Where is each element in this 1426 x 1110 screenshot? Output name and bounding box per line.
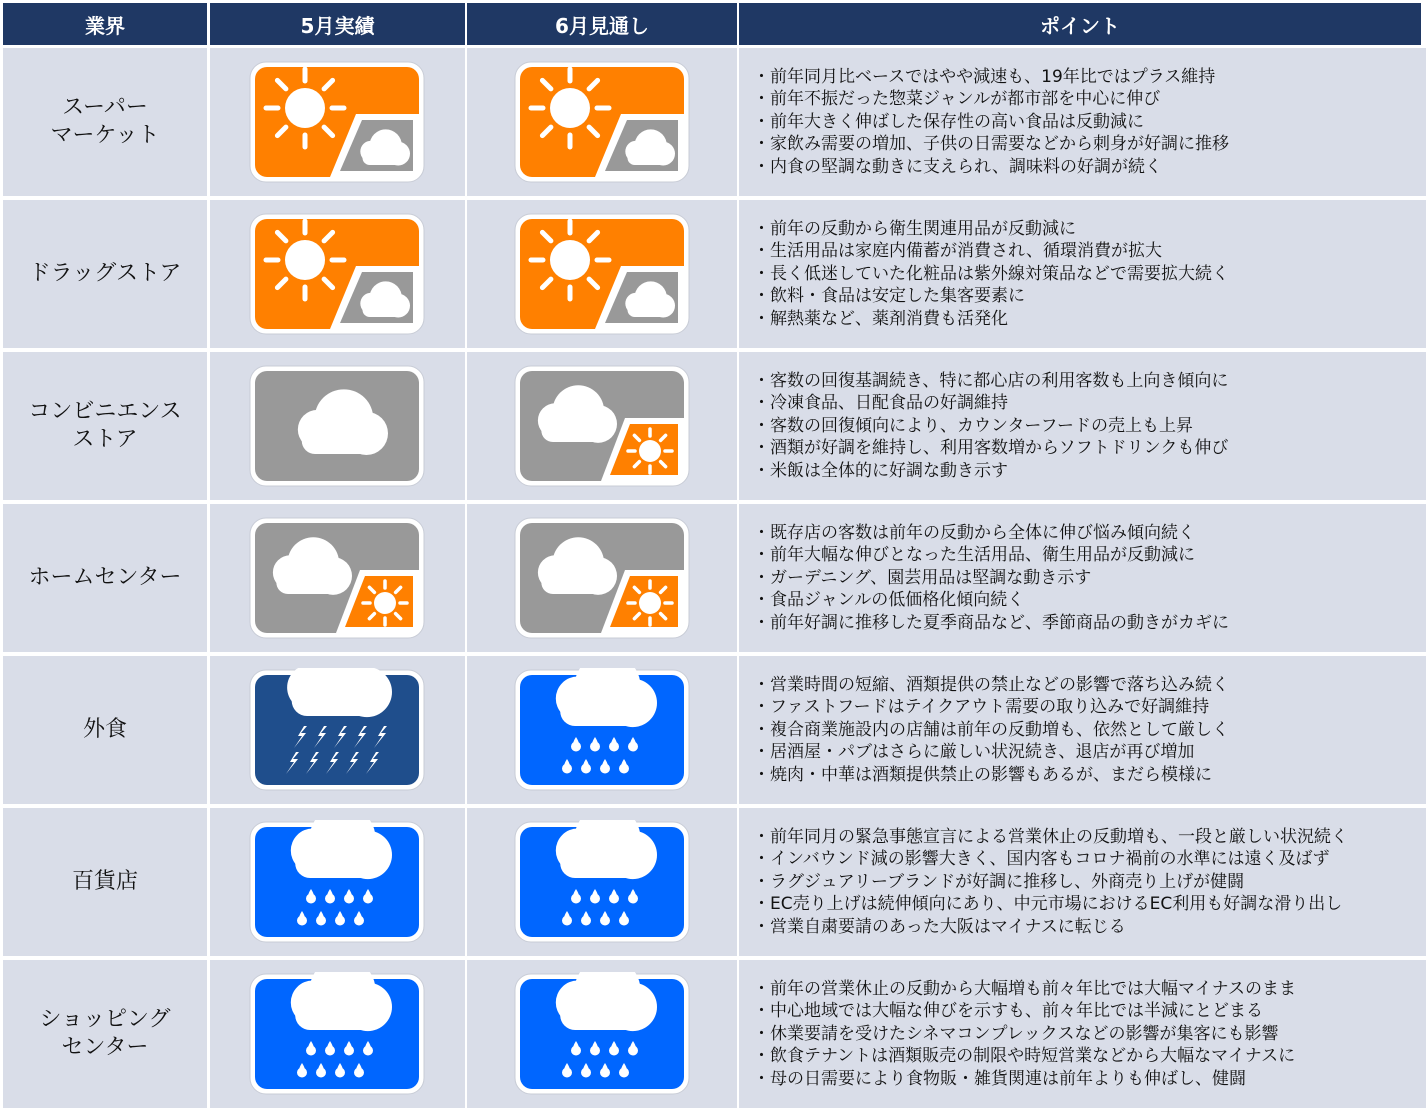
point-text: ・前年の反動から衛生関連用品が反動減に <box>753 218 1076 239</box>
point-text: ・生活用品は家庭内備蓄が消費され、循環消費が拡大 <box>753 241 1163 262</box>
point-text: ・解熱薬など、薬剤消費も活発化 <box>753 308 1008 329</box>
cloudy-then-sunny-icon <box>513 364 691 488</box>
header-may-actual: 5月実績 <box>210 3 465 45</box>
industry-name: コンビニエンス ストア <box>3 352 207 500</box>
table-header <box>3 3 1421 45</box>
point-text: ・食品ジャンルの低価格化傾向続く <box>753 590 1025 611</box>
may-actual-cell <box>210 960 465 1108</box>
points-cell <box>739 352 1426 500</box>
point-text: ・既存店の客数は前年の反動から全体に伸び悩み傾向続く <box>753 522 1195 543</box>
cloudy-icon <box>248 364 426 488</box>
rain-icon <box>513 972 691 1096</box>
point-text: ・ガーデニング、園芸用品は堅調な動き示す <box>753 567 1092 588</box>
june-outlook-cell <box>467 504 737 652</box>
june-outlook-cell <box>467 808 737 956</box>
industry-name: 外食 <box>3 656 207 804</box>
point-text: ・インバウンド減の影響大きく、国内客もコロナ禍前の水準には遠く及ばず <box>753 849 1330 870</box>
point-text: ・前年大幅な伸びとなった生活用品、衛生用品が反動減に <box>753 545 1195 566</box>
point-text: ・米飯は全体的に好調な動き示す <box>753 460 1008 481</box>
point-text: ・飲食テナントは酒類販売の制限や時短営業などから大幅なマイナスに <box>753 1046 1296 1067</box>
point-text: ・内食の堅調な動きに支えられ、調味料の好調が続く <box>753 156 1163 177</box>
points-cell <box>739 48 1426 196</box>
point-text: ・ラグジュアリーブランドが好調に推移し、外商売り上げが健闘 <box>753 871 1245 892</box>
industry-name: ショッピング センター <box>3 960 207 1108</box>
table-row <box>3 48 1421 196</box>
point-text: ・酒類が好調を維持し、利用客数増からソフトドリンクも伸び <box>753 438 1229 459</box>
points-cell <box>739 200 1426 348</box>
table-row <box>3 504 1421 652</box>
table-row <box>3 808 1421 956</box>
header-june-outlook: 6月見通し <box>467 3 737 45</box>
rain-icon <box>248 820 426 944</box>
cloudy-then-sunny-icon <box>248 516 426 640</box>
sunny-then-cloudy-icon <box>248 212 426 336</box>
may-actual-cell <box>210 48 465 196</box>
point-text: ・ファストフードはテイクアウト需要の取り込みで好調維持 <box>753 697 1210 718</box>
industry-name: スーパー マーケット <box>3 48 207 196</box>
storm-icon <box>248 668 426 792</box>
point-text: ・焼肉・中華は酒類提供禁止の影響もあるが、まだら模様に <box>753 764 1212 785</box>
sunny-then-cloudy-icon <box>513 212 691 336</box>
cloudy-then-sunny-icon <box>513 516 691 640</box>
point-text: ・客数の回復基調続き、特に都心店の利用客数も上向き傾向に <box>753 370 1229 391</box>
may-actual-cell <box>210 656 465 804</box>
point-text: ・飲料・食品は安定した集客要素に <box>753 286 1025 307</box>
point-text: ・母の日需要により食物販・雑貨関連は前年よりも伸ばし、健闘 <box>753 1068 1246 1089</box>
may-actual-cell <box>210 352 465 500</box>
point-text: ・冷凍食品、日配食品の好調維持 <box>753 393 1008 414</box>
industry-forecast-table <box>3 3 1421 1107</box>
industry-name: 百貨店 <box>3 808 207 956</box>
table-row <box>3 656 1421 804</box>
point-text: ・居酒屋・パブはさらに厳しい状況続き、退店が再び増加 <box>753 742 1195 763</box>
header-industry: 業界 <box>3 3 207 45</box>
point-text: ・前年大きく伸ばした保存性の高い食品は反動減に <box>753 111 1144 132</box>
june-outlook-cell <box>467 48 737 196</box>
industry-name: ドラッグストア <box>3 200 207 348</box>
point-text: ・休業要請を受けたシネマコンプレックスなどの影響が集客にも影響 <box>753 1023 1279 1044</box>
point-text: ・前年好調に推移した夏季商品など、季節商品の動きがカギに <box>753 612 1229 633</box>
point-text: ・前年同月の緊急事態宣言による営業休止の反動増も、一段と厳しい状況続く <box>753 826 1348 847</box>
table-row <box>3 200 1421 348</box>
rain-icon <box>248 972 426 1096</box>
sunny-then-cloudy-icon <box>248 60 426 184</box>
point-text: ・長く低迷していた化粧品は紫外線対策品などで需要拡大続く <box>753 263 1229 284</box>
point-text: ・中心地域では大幅な伸びを示すも、前々年比では半減にとどまる <box>753 1001 1263 1022</box>
june-outlook-cell <box>467 200 737 348</box>
rain-icon <box>513 820 691 944</box>
june-outlook-cell <box>467 960 737 1108</box>
june-outlook-cell <box>467 352 737 500</box>
point-text: ・家飲み需要の増加、子供の日需要などから刺身が好調に推移 <box>753 134 1229 155</box>
point-text: ・客数の回復傾向により、カウンターフードの売上も上昇 <box>753 415 1193 436</box>
point-text: ・前年不振だった惣菜ジャンルが都市部を中心に伸び <box>753 89 1161 110</box>
may-actual-cell <box>210 200 465 348</box>
point-text: ・営業自粛要請のあった大阪はマイナスに転じる <box>753 916 1126 937</box>
rain-icon <box>513 668 691 792</box>
may-actual-cell <box>210 504 465 652</box>
point-text: ・前年の営業休止の反動から大幅増も前々年比では大幅マイナスのまま <box>753 978 1296 999</box>
points-cell <box>739 656 1426 804</box>
industry-name: ホームセンター <box>3 504 207 652</box>
table-row <box>3 352 1421 500</box>
sunny-then-cloudy-icon <box>513 60 691 184</box>
may-actual-cell <box>210 808 465 956</box>
point-text: ・複合商業施設内の店舗は前年の反動増も、依然として厳しく <box>753 719 1229 740</box>
points-cell <box>739 960 1426 1108</box>
point-text: ・EC売り上げは続伸傾向にあり、中元市場におけるEC利用も好調な滑り出し <box>753 894 1343 915</box>
point-text: ・前年同月比ベースではやや減速も、19年比ではプラス維持 <box>753 66 1216 87</box>
points-cell <box>739 504 1426 652</box>
header-points: ポイント <box>739 3 1421 45</box>
points-cell <box>739 808 1426 956</box>
june-outlook-cell <box>467 656 737 804</box>
table-row <box>3 960 1421 1108</box>
point-text: ・営業時間の短縮、酒類提供の禁止などの影響で落ち込み続く <box>753 674 1229 695</box>
